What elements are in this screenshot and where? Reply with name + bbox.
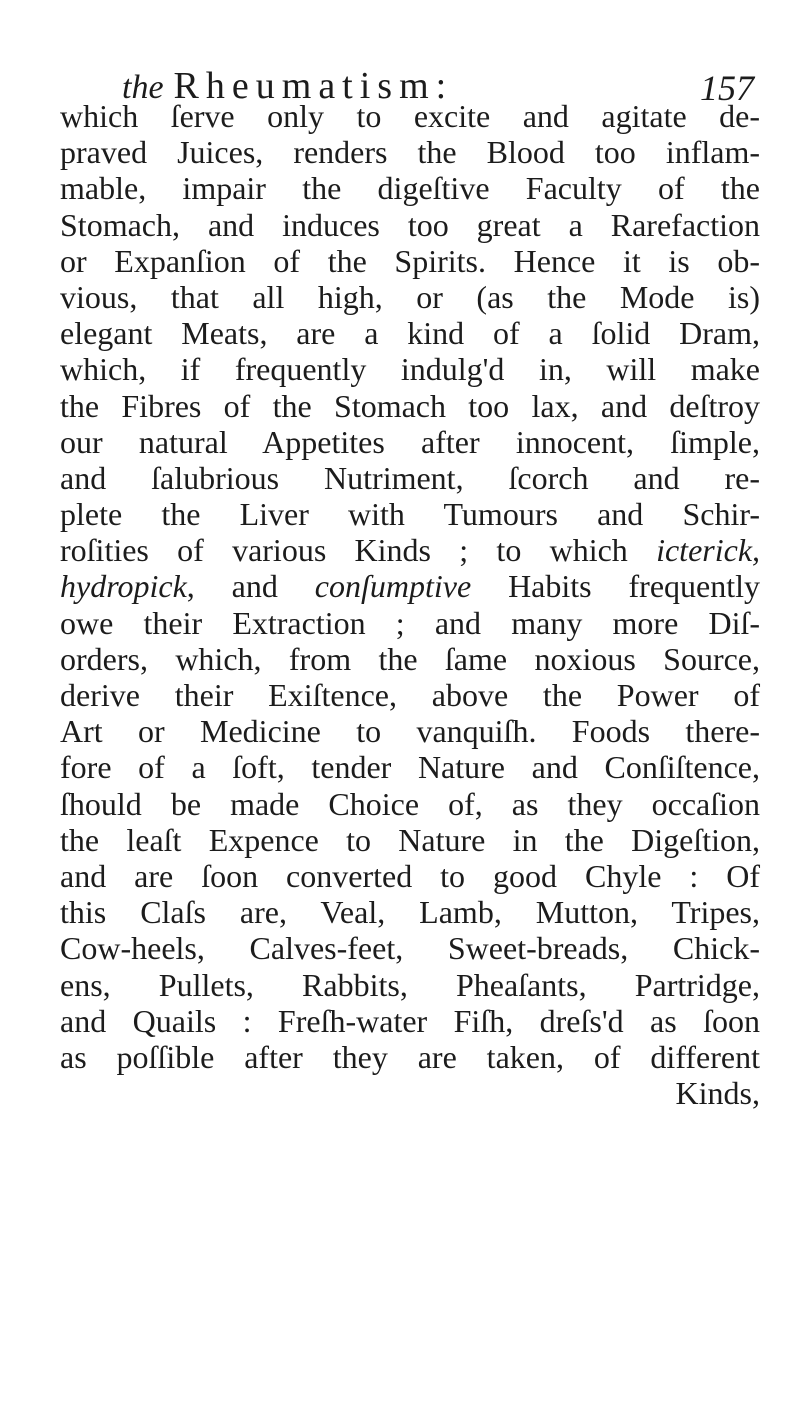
- text-run: Habits frequently: [471, 568, 761, 605]
- text-line: derive their Exiſtence, above the Power of: [60, 677, 760, 713]
- italic-term-hydropick: hydropick: [60, 568, 187, 605]
- body-text: [60, 98, 760, 1111]
- text-line: which ſerve only to excite and agitate de-: [60, 98, 760, 134]
- text-line: our natural Appetites after innocent, ſimple,: [60, 423, 760, 460]
- text-line: and are ſoon converted to good Chyle : Of: [60, 857, 760, 894]
- text-line: Stomach, and induces too great a Rarefaction: [60, 206, 760, 243]
- text-line: praved Juices, renders the Blood too inflam-: [60, 134, 760, 171]
- text-line: and ſalubrious Nutriment, ſcorch and re-: [60, 459, 760, 496]
- running-head-article: the: [122, 69, 164, 106]
- text-line: orders, which, from the ſame noxious Source,: [60, 640, 760, 677]
- text-line: this Claſs are, Veal, Lamb, Mutton, Tripes,: [60, 894, 760, 931]
- text-line-with-italic: [60, 568, 760, 604]
- text-line-with-italic: [60, 532, 760, 568]
- text-line: the leaſt Expence to Nature in the Digeſtion,: [60, 821, 760, 858]
- text-line: plete the Liver with Tumours and Schir-: [60, 496, 760, 533]
- text-line: fore of a ſoft, tender Nature and Conſiſtence,: [60, 749, 760, 786]
- text-line: as poſſible after they are taken, of different: [60, 1038, 760, 1075]
- text-line: or Expanſion of the Spirits. Hence it is ob-: [60, 242, 760, 279]
- running-head-title: Rheumatism:: [173, 65, 454, 107]
- italic-term-consumptive: conſumptive: [314, 568, 472, 605]
- text-line: which, if frequently indulg'd in, will make: [60, 351, 760, 388]
- text-line: ſhould be made Choice of, as they occaſion: [60, 785, 760, 822]
- text-line: elegant Meats, are a kind of a ſolid Dram,: [60, 315, 760, 352]
- text-run: roſities of various Kinds ; to which: [60, 532, 628, 569]
- italic-term-icterick: icterick,: [656, 532, 761, 569]
- page-number: 157: [700, 68, 754, 108]
- text-line: mable, impair the digeſtive Faculty of the: [60, 170, 760, 207]
- catchword: Kinds,: [675, 1075, 760, 1112]
- text-line: vious, that all high, or (as the Mode is): [60, 278, 760, 315]
- text-line: and Quails : Freſh-water Fiſh, dreſs'd as ſoon: [60, 1002, 760, 1039]
- text-line: Cow-heels, Calves-feet, Sweet-breads, Chick-: [60, 930, 760, 967]
- text-line: Art or Medicine to vanquiſh. Foods there-: [60, 713, 760, 750]
- text-line: ens, Pullets, Rabbits, Pheaſants, Partridge,: [60, 966, 760, 1003]
- text-line: owe their Extraction ; and many more Diſ-: [60, 604, 760, 641]
- text-run: , and: [186, 568, 278, 605]
- text-line: the Fibres of the Stomach too lax, and deſtroy: [60, 387, 760, 424]
